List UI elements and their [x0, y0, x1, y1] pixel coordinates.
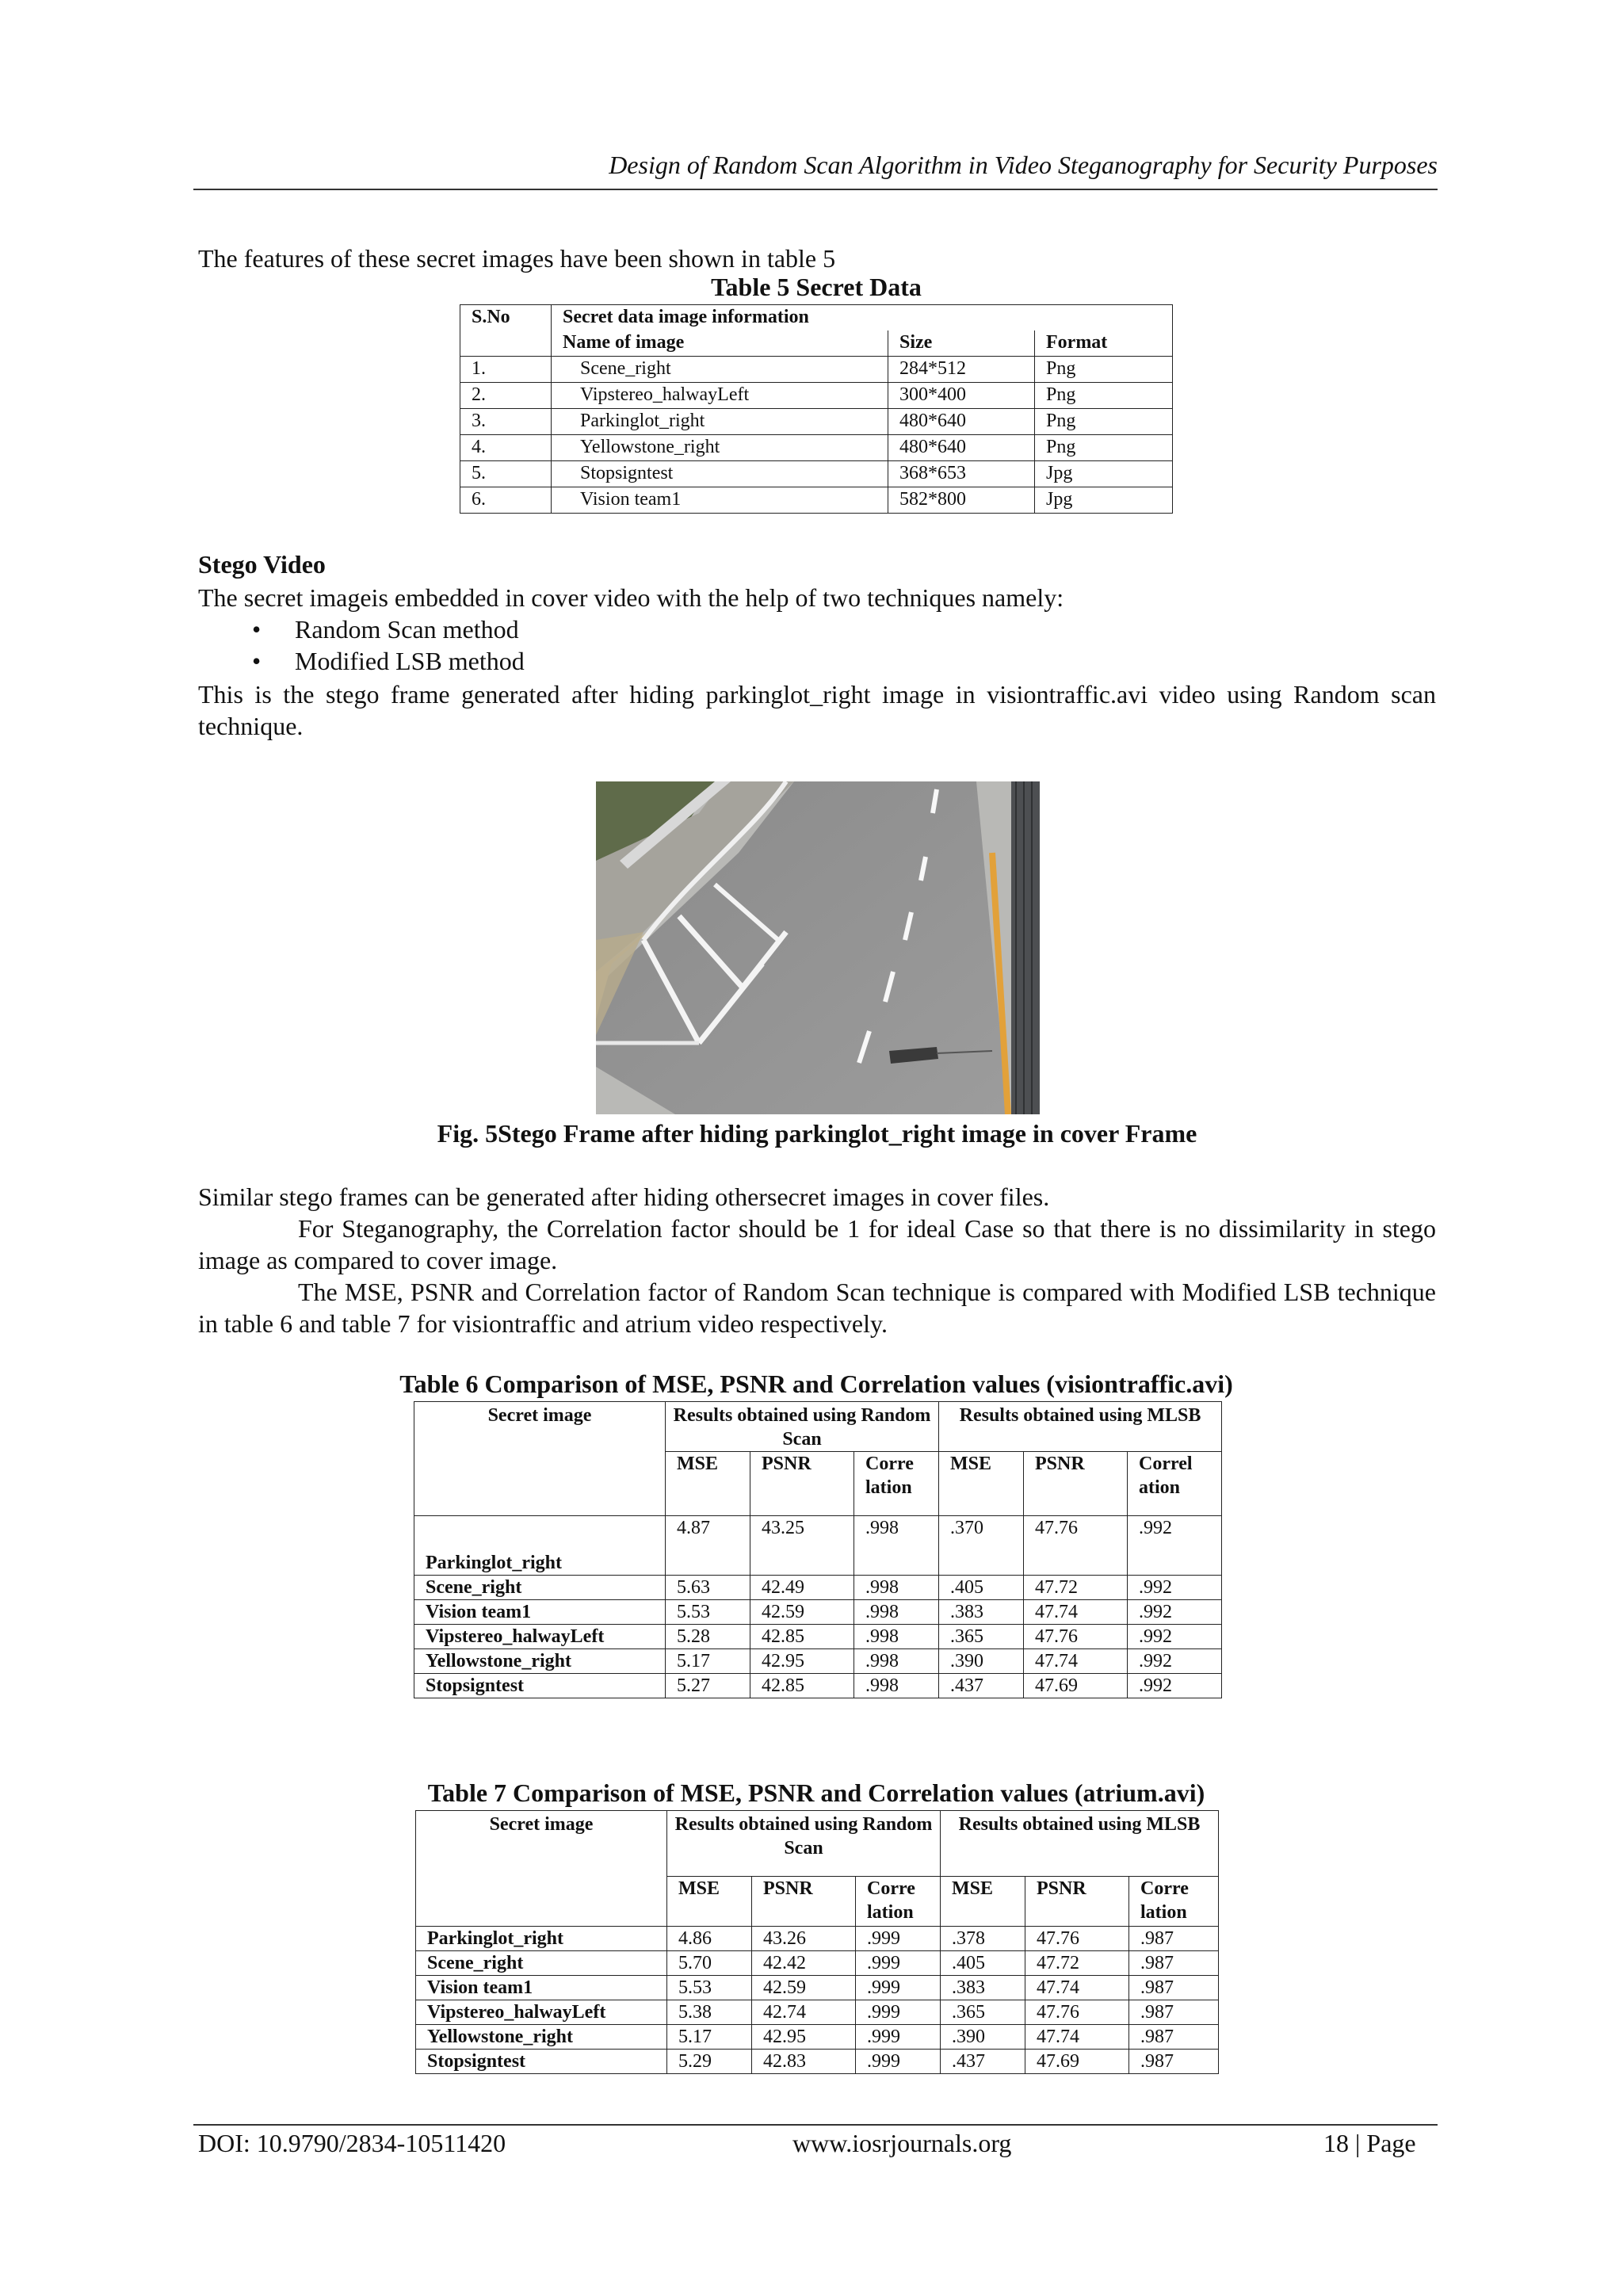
table7-cell: .390 — [941, 2025, 1025, 2050]
table6-row — [414, 1625, 1222, 1649]
table5-cell: Png — [1035, 409, 1173, 435]
table6-group-mlsb: Results obtained using MLSB — [939, 1402, 1222, 1452]
technique-list — [198, 613, 1434, 677]
table5-cell: 480*640 — [888, 435, 1035, 461]
table5-header-format: Format — [1035, 330, 1173, 357]
table7-cell: 5.53 — [667, 1976, 752, 2000]
figure5-caption: Fig. 5Stego Frame after hiding parkinglot_right image in cover Frame — [437, 1119, 1197, 1148]
table7-cell: Yellowstone_right — [416, 2025, 667, 2050]
table6-cell: 43.25 — [750, 1516, 854, 1576]
table6-cell: 5.63 — [666, 1576, 750, 1600]
table7-header-secret-image: Secret image — [416, 1811, 667, 1927]
table6-cell: 47.69 — [1024, 1674, 1128, 1698]
table5-cell: 368*653 — [888, 461, 1035, 487]
table5-cell: Scene_right — [552, 357, 888, 383]
table6-group-random-scan: Results obtained using Random Scan — [666, 1402, 939, 1452]
table7-cell: 42.83 — [752, 2050, 856, 2074]
table5-header-name: Name of image — [552, 330, 888, 357]
table5-cell: 6. — [460, 487, 552, 514]
technique-item-random-scan: • Random Scan method — [198, 613, 1434, 645]
table6-cell: .992 — [1128, 1600, 1222, 1625]
table6-sub-psnr-rs: PSNR — [750, 1452, 854, 1516]
table5-cell: 284*512 — [888, 357, 1035, 383]
table7-cell: Vipstereo_halwayLeft — [416, 2000, 667, 2025]
footer-page-number: 18 | Page — [1323, 2129, 1416, 2157]
table6-cell: 42.59 — [750, 1600, 854, 1625]
table6-cell: Vision team1 — [414, 1600, 666, 1625]
table5-cell: 1. — [460, 357, 552, 383]
table7 — [415, 1810, 1219, 2074]
stego-intro-text: The secret imageis embedded in cover video with the help of two techniques namely: — [198, 583, 1064, 612]
table5-cell: 4. — [460, 435, 552, 461]
table6-cell: .998 — [854, 1674, 939, 1698]
table6-cell: .383 — [939, 1600, 1024, 1625]
table7-group-random-scan: Results obtained using Random Scan — [667, 1811, 941, 1877]
table5-row — [460, 357, 1173, 383]
table7-cell: 42.95 — [752, 2025, 856, 2050]
table7-cell: 47.69 — [1025, 2050, 1129, 2074]
table6-cell: Parkinglot_right — [414, 1516, 666, 1576]
body-paragraph-2: For Steganography, the Correlation factor should be 1 for ideal Case so that there is no dissimilarity in stego image as compared to cover image. — [198, 1214, 1436, 1274]
table5-cell: Png — [1035, 357, 1173, 383]
table6-caption: Table 6 Comparison of MSE, PSNR and Correlation values (visiontraffic.avi) — [399, 1370, 1233, 1398]
table7-cell: .999 — [856, 2050, 941, 2074]
table6-sub-corr-mlsb: Correl ation — [1128, 1452, 1222, 1516]
table7-cell: 4.86 — [667, 1927, 752, 1951]
table6-row — [414, 1674, 1222, 1698]
technique-item-modified-lsb: • Modified LSB method — [198, 645, 1434, 677]
table7-cell: .437 — [941, 2050, 1025, 2074]
table5-cell: Vision team1 — [552, 487, 888, 514]
table6-cell: 5.53 — [666, 1600, 750, 1625]
table5-header-size: Size — [888, 330, 1035, 357]
table7-row — [416, 2025, 1219, 2050]
table7-sub-mse-rs: MSE — [667, 1877, 752, 1927]
table7-cell: 43.26 — [752, 1927, 856, 1951]
table7-cell: Scene_right — [416, 1951, 667, 1976]
table7-sub-psnr-mlsb: PSNR — [1025, 1877, 1129, 1927]
table7-cell: .999 — [856, 1927, 941, 1951]
table6-cell: .998 — [854, 1516, 939, 1576]
table6-sub-corr-rs: Corre lation — [854, 1452, 939, 1516]
table6-cell: 42.95 — [750, 1649, 854, 1674]
table7-cell: 47.74 — [1025, 2025, 1129, 2050]
table6-cell: 42.85 — [750, 1674, 854, 1698]
table7-row — [416, 2000, 1219, 2025]
table6-row — [414, 1649, 1222, 1674]
section-heading-stego-video: Stego Video — [198, 550, 326, 579]
table6-cell: .992 — [1128, 1649, 1222, 1674]
table7-cell: .999 — [856, 1951, 941, 1976]
table6-cell: Scene_right — [414, 1576, 666, 1600]
table5-row — [460, 461, 1173, 487]
table7-cell: .383 — [941, 1976, 1025, 2000]
table5-cell: 2. — [460, 383, 552, 409]
stego-frame-description: This is the stego frame generated after hiding parkinglot_right image in visiontraffic.avi video using Random scan technique. — [198, 680, 1436, 740]
table6-row — [414, 1516, 1222, 1576]
table6-cell: .998 — [854, 1625, 939, 1649]
table7-sub-psnr-rs: PSNR — [752, 1877, 856, 1927]
table7-cell: 42.42 — [752, 1951, 856, 1976]
table5-row — [460, 409, 1173, 435]
table7-cell: 5.38 — [667, 2000, 752, 2025]
running-header: Design of Random Scan Algorithm in Video Steganography for Security Purposes — [609, 151, 1438, 179]
table7-row — [416, 1927, 1219, 1951]
footer-site: www.iosrjournals.org — [792, 2129, 1012, 2157]
table6-cell: 5.27 — [666, 1674, 750, 1698]
table5-header-sno: S.No — [460, 305, 552, 357]
table6-cell: .992 — [1128, 1674, 1222, 1698]
table5-cell: Jpg — [1035, 461, 1173, 487]
table7-caption: Table 7 Comparison of MSE, PSNR and Correlation values (atrium.avi) — [427, 1778, 1205, 1807]
table5-cell: 5. — [460, 461, 552, 487]
table5-cell: Png — [1035, 383, 1173, 409]
table6-sub-mse-rs: MSE — [666, 1452, 750, 1516]
table7-cell: Stopsigntest — [416, 2050, 667, 2074]
table6-cell: 5.17 — [666, 1649, 750, 1674]
table7-cell: 5.17 — [667, 2025, 752, 2050]
table5-cell: 3. — [460, 409, 552, 435]
table7-cell: .987 — [1129, 1951, 1219, 1976]
table5-cell: 480*640 — [888, 409, 1035, 435]
table6-cell: .437 — [939, 1674, 1024, 1698]
table6 — [414, 1401, 1222, 1698]
table6-cell: 47.74 — [1024, 1649, 1128, 1674]
table5-cell: Jpg — [1035, 487, 1173, 514]
table7-group-mlsb: Results obtained using MLSB — [941, 1811, 1219, 1877]
table7-cell: Parkinglot_right — [416, 1927, 667, 1951]
table5-row — [460, 383, 1173, 409]
table6-cell: 4.87 — [666, 1516, 750, 1576]
table7-cell: .987 — [1129, 2000, 1219, 2025]
table7-cell: .378 — [941, 1927, 1025, 1951]
table7-cell: 47.76 — [1025, 2000, 1129, 2025]
table6-cell: .390 — [939, 1649, 1024, 1674]
footer-rule — [193, 2124, 1438, 2126]
stego-frame-image — [596, 781, 1040, 1114]
table6-cell: .998 — [854, 1600, 939, 1625]
table7-sub-corr-rs: Corre lation — [856, 1877, 941, 1927]
table6-cell: .365 — [939, 1625, 1024, 1649]
table6-header-secret-image: Secret image — [414, 1402, 666, 1516]
table6-cell: 47.76 — [1024, 1625, 1128, 1649]
table7-cell: 42.59 — [752, 1976, 856, 2000]
table7-cell: .999 — [856, 1976, 941, 2000]
table6-sub-psnr-mlsb: PSNR — [1024, 1452, 1128, 1516]
table6-cell: 42.85 — [750, 1625, 854, 1649]
table7-cell: .987 — [1129, 2050, 1219, 2074]
intro-text: The features of these secret images have been shown in table 5 — [198, 244, 836, 273]
table6-cell: .370 — [939, 1516, 1024, 1576]
table5-cell: Png — [1035, 435, 1173, 461]
table6-row — [414, 1576, 1222, 1600]
table7-row — [416, 1976, 1219, 2000]
table6-cell: .992 — [1128, 1625, 1222, 1649]
table7-cell: .987 — [1129, 1927, 1219, 1951]
table7-cell: 5.29 — [667, 2050, 752, 2074]
table6-cell: 5.28 — [666, 1625, 750, 1649]
table5-cell: Vipstereo_halwayLeft — [552, 383, 888, 409]
table6-cell: .998 — [854, 1576, 939, 1600]
table7-row — [416, 2050, 1219, 2074]
table7-cell: .987 — [1129, 1976, 1219, 2000]
table7-cell: 47.72 — [1025, 1951, 1129, 1976]
table6-cell: .992 — [1128, 1576, 1222, 1600]
table6-row — [414, 1600, 1222, 1625]
footer-doi: DOI: 10.9790/2834-10511420 — [198, 2129, 506, 2157]
table6-cell: .405 — [939, 1576, 1024, 1600]
table7-row — [416, 1951, 1219, 1976]
table6-cell: .992 — [1128, 1516, 1222, 1576]
table6-cell: 47.76 — [1024, 1516, 1128, 1576]
table6-cell: Stopsigntest — [414, 1674, 666, 1698]
table5-cell: Yellowstone_right — [552, 435, 888, 461]
table7-cell: Vision team1 — [416, 1976, 667, 2000]
table7-cell: .999 — [856, 2025, 941, 2050]
table6-cell: Vipstereo_halwayLeft — [414, 1625, 666, 1649]
table7-cell: .987 — [1129, 2025, 1219, 2050]
table7-cell: 47.76 — [1025, 1927, 1129, 1951]
table6-cell: 47.74 — [1024, 1600, 1128, 1625]
table6-sub-mse-mlsb: MSE — [939, 1452, 1024, 1516]
table5-cell: Stopsigntest — [552, 461, 888, 487]
table6-cell: .998 — [854, 1649, 939, 1674]
table6-cell: 42.49 — [750, 1576, 854, 1600]
table5-cell: 300*400 — [888, 383, 1035, 409]
header-rule — [193, 189, 1438, 190]
table6-cell: 47.72 — [1024, 1576, 1128, 1600]
body-paragraph-3: The MSE, PSNR and Correlation factor of Random Scan technique is compared with Modified LSB technique in table 6 and table 7 for visiontraffic and atrium video respectively. — [198, 1278, 1436, 1338]
table7-cell: 42.74 — [752, 2000, 856, 2025]
table5-cell: 582*800 — [888, 487, 1035, 514]
table7-sub-corr-mlsb: Corre lation — [1129, 1877, 1219, 1927]
table5-group-header: Secret data image information — [552, 305, 1173, 331]
table7-cell: .999 — [856, 2000, 941, 2025]
table7-cell: 5.70 — [667, 1951, 752, 1976]
table7-cell: .405 — [941, 1951, 1025, 1976]
table5-caption: Table 5 Secret Data — [711, 273, 922, 301]
table5-row — [460, 435, 1173, 461]
table7-sub-mse-mlsb: MSE — [941, 1877, 1025, 1927]
table5-row — [460, 487, 1173, 514]
table5 — [460, 304, 1173, 514]
table7-cell: .365 — [941, 2000, 1025, 2025]
table6-cell: Yellowstone_right — [414, 1649, 666, 1674]
table5-cell: Parkinglot_right — [552, 409, 888, 435]
table7-cell: 47.74 — [1025, 1976, 1129, 2000]
body-paragraph-1: Similar stego frames can be generated after hiding othersecret images in cover files. — [198, 1182, 1050, 1211]
